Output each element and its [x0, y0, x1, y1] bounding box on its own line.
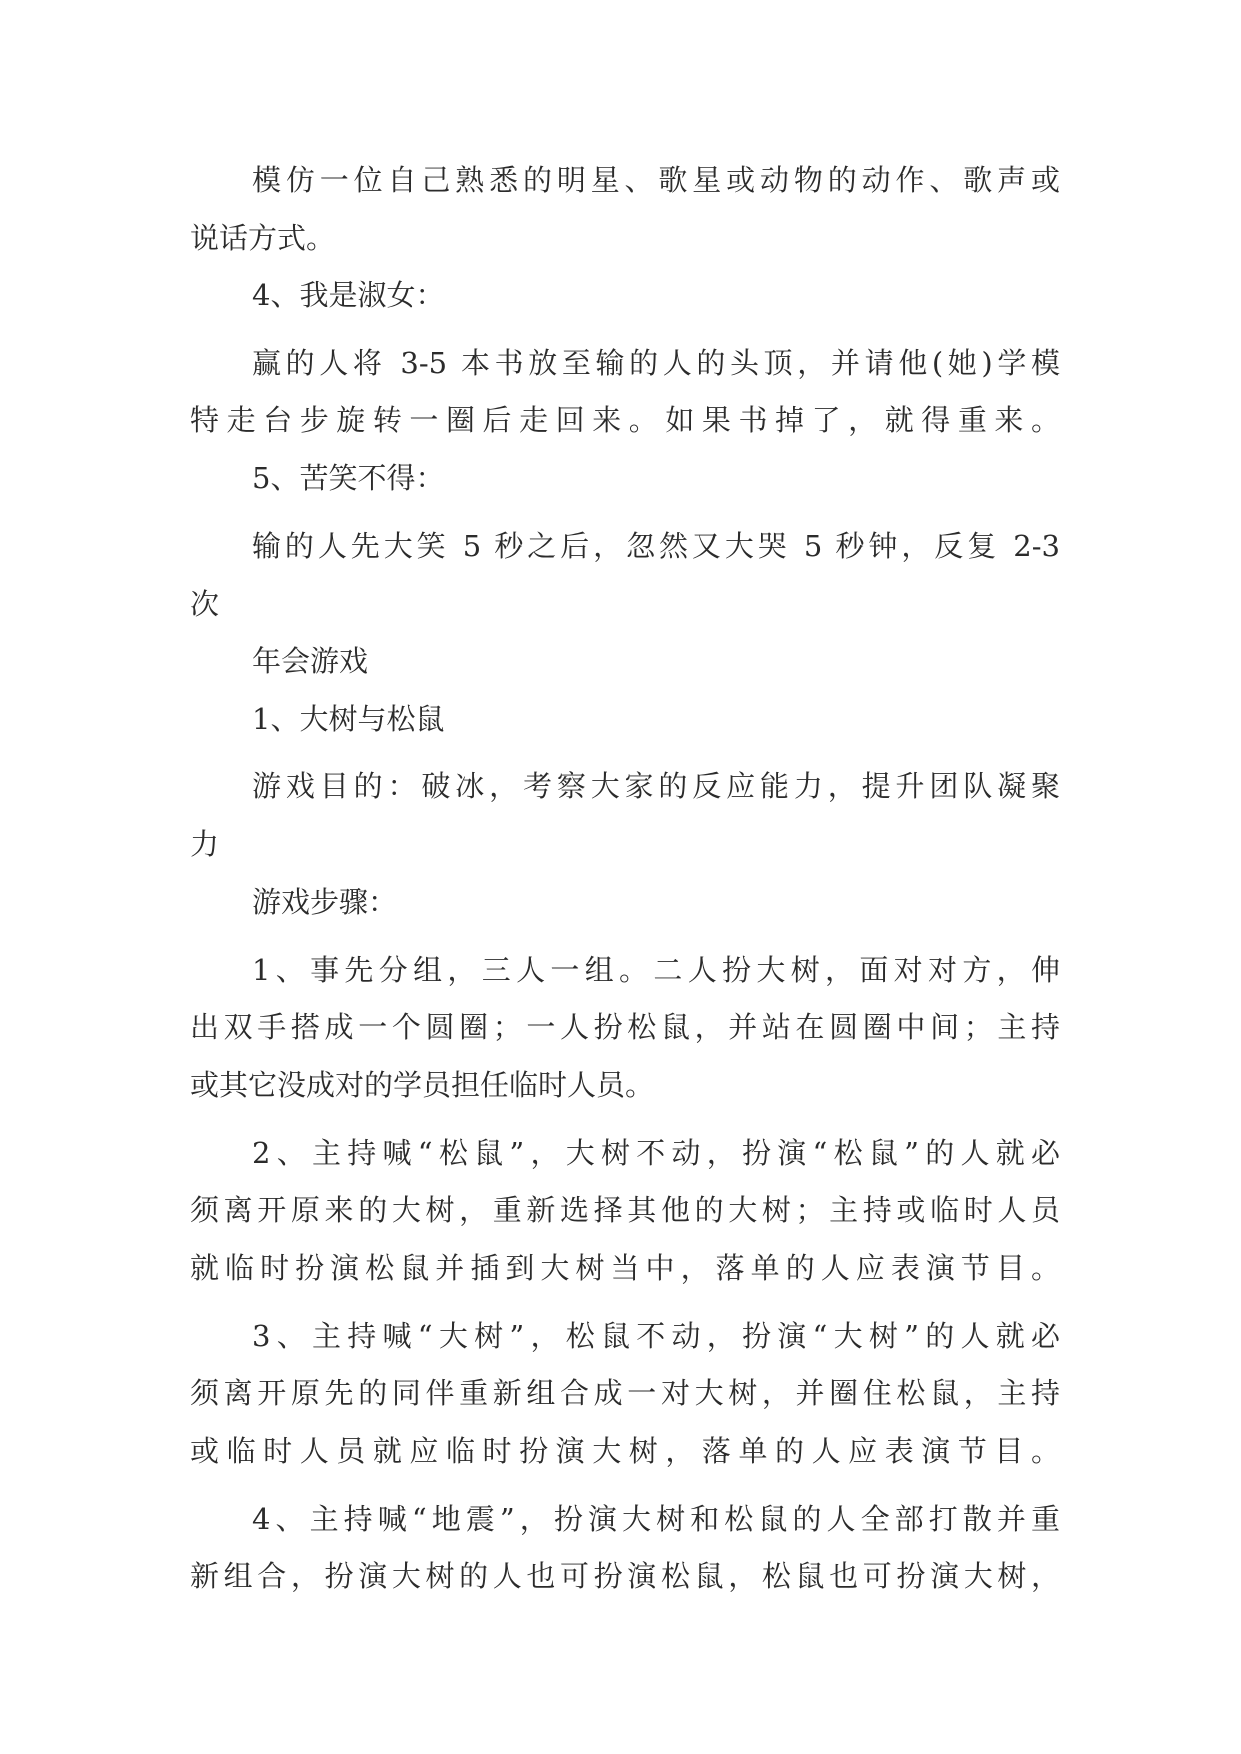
- text-line: 4、我是淑女：: [252, 278, 445, 312]
- text-line: 2、主持喊“松鼠”，大树不动，扮演“松鼠”的人就必: [252, 1136, 1060, 1170]
- text-line: 力: [190, 827, 220, 861]
- text-line: 输的人先大笑 5 秒之后，忽然又大哭 5 秒钟，反复 2-3: [252, 529, 1060, 563]
- text-line: 就临时扮演松鼠并插到大树当中，落单的人应表演节目。: [190, 1251, 1060, 1285]
- text-line: 出双手搭成一个圆圈；一人扮松鼠，并站在圆圈中间；主持: [190, 1010, 1060, 1044]
- text-line: 游戏步骤：: [252, 885, 398, 919]
- text-line: 特走台步旋转一圈后走回来。如果书掉了，就得重来。: [190, 403, 1060, 437]
- text-line: 须离开原先的同伴重新组合成一对大树，并圈住松鼠，主持: [190, 1376, 1060, 1410]
- text-line: 新组合，扮演大树的人也可扮演松鼠，松鼠也可扮演大树，: [190, 1559, 1060, 1593]
- text-line: 4、主持喊“地震”，扮演大树和松鼠的人全部打散并重: [252, 1502, 1060, 1536]
- text-line: 3、主持喊“大树”，松鼠不动，扮演“大树”的人就必: [252, 1319, 1060, 1353]
- text-line: 次: [190, 587, 220, 621]
- text-line: 或临时人员就应临时扮演大树，落单的人应表演节目。: [190, 1434, 1060, 1468]
- text-line: 1、事先分组，三人一组。二人扮大树，面对对方，伸: [252, 953, 1060, 987]
- text-line: 模仿一位自己熟悉的明星、歌星或动物的动作、歌声或: [252, 163, 1060, 197]
- text-line: 说话方式。: [190, 221, 336, 255]
- text-line: 游戏目的：破冰，考察大家的反应能力，提升团队凝聚: [252, 769, 1060, 803]
- text-line: 1、大树与松鼠: [252, 702, 445, 736]
- text-line: 5、苦笑不得：: [252, 461, 445, 495]
- text-line: 赢的人将 3-5 本书放至输的人的头顶，并请他(她)学模: [252, 346, 1060, 380]
- text-line: 或其它没成对的学员担任临时人员。: [190, 1068, 655, 1102]
- text-line: 年会游戏: [252, 644, 369, 678]
- text-line: 须离开原来的大树，重新选择其他的大树；主持或临时人员: [190, 1193, 1060, 1227]
